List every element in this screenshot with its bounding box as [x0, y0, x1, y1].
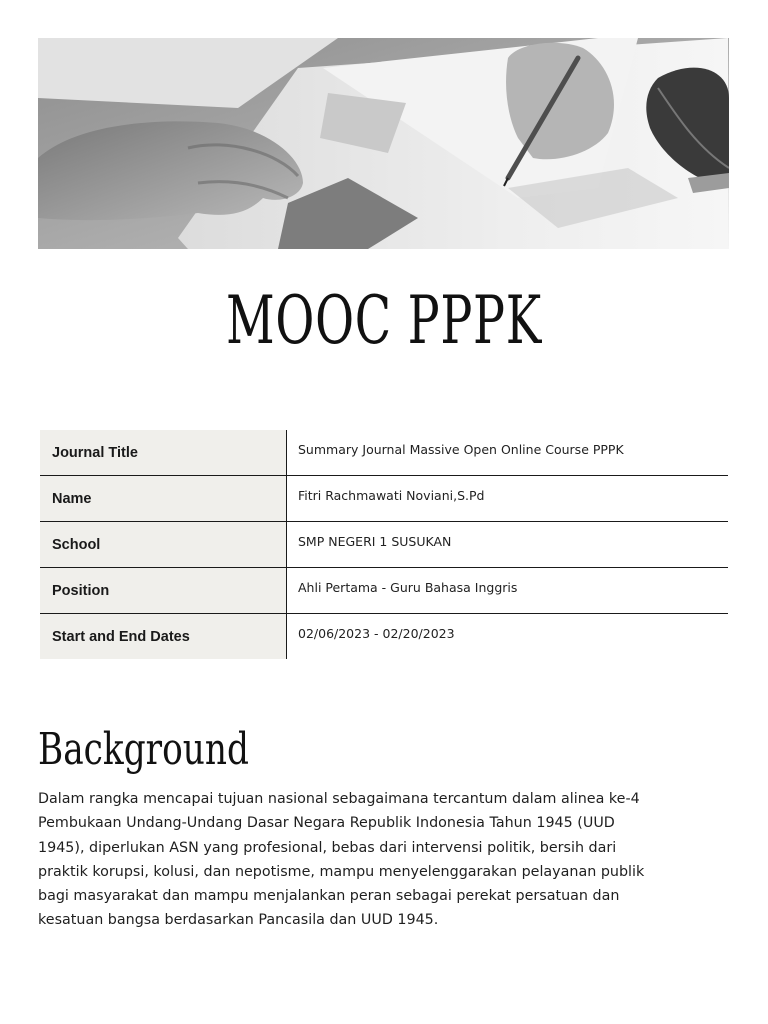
document-title: MOOC PPPK: [226, 282, 542, 359]
row-value-journal-title: Summary Journal Massive Open Online Course PPPK: [287, 430, 729, 476]
row-label-journal-title: Journal Title: [40, 430, 287, 476]
hero-photo-illustration: [38, 38, 729, 249]
row-value-school: SMP NEGERI 1 SUSUKAN: [287, 522, 729, 568]
row-value-position: Ahli Pertama - Guru Bahasa Inggris: [287, 568, 729, 614]
info-table: [40, 430, 728, 659]
row-value-dates: 02/06/2023 - 02/20/2023: [298, 626, 455, 641]
table-row: [40, 568, 728, 614]
background-paragraph: Dalam rangka mencapai tujuan nasional sebagaimana tercantum dalam alinea ke-4 Pembukaan Undang-Undang Dasar Negara Republik Indonesia Tahun 1945 (UUD 1945), diperlukan ASN yang profesional, bebas dari intervensi politik, bersih dari praktik korupsi, kolusi, dan nepotisme, mampu menyelenggarakan pelayanan publik bagi masyarakat dan mampu menjalankan peran sebagai perekat persatuan dan kesatuan bangsa berdasarkan Pancasila dan UUD 1945.: [38, 791, 645, 929]
row-label-dates: Start and End Dates: [40, 614, 287, 660]
hero-photo: [38, 38, 729, 249]
table-row: [40, 522, 728, 568]
table-row: [40, 614, 728, 660]
table-row: [40, 430, 728, 476]
background-heading: Background: [38, 724, 249, 775]
row-label-school: School: [40, 522, 287, 568]
row-label-name: Name: [40, 476, 287, 522]
table-row: [40, 476, 728, 522]
row-label-position: Position: [40, 568, 287, 614]
row-value-name: Fitri Rachmawati Noviani,S.Pd: [287, 476, 729, 522]
